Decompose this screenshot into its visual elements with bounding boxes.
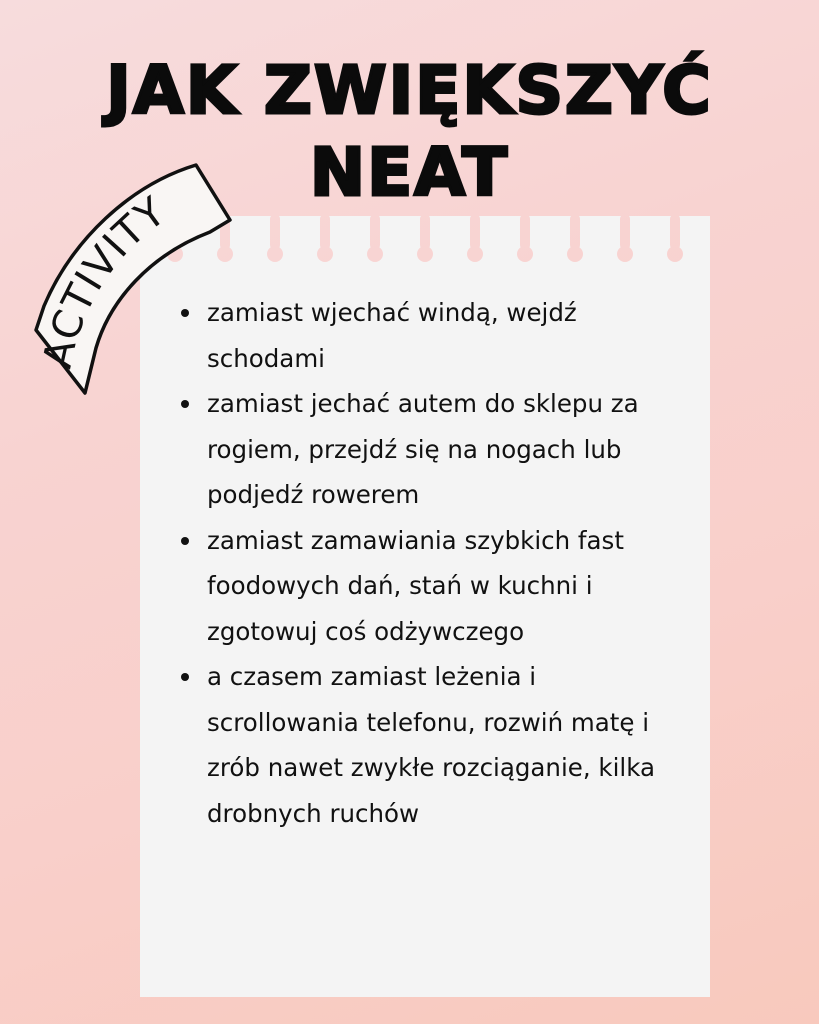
bullet-icon — [181, 400, 189, 408]
page-title-line-1: JAK ZWIĘKSZYĆ — [106, 52, 713, 129]
list-item-text: zamiast zamawiania szybkich fast foodowych dań, stań w kuchni i zgotowuj coś odżywczego — [207, 525, 624, 646]
bullet-icon — [181, 309, 189, 317]
list-item — [175, 290, 695, 381]
list-item-text: zamiast jechać autem do sklepu za rogiem, przejdź się na nogach lub podjedź rowerem — [207, 389, 639, 509]
bullet-icon — [181, 537, 189, 545]
list-item-text: a czasem zamiast leżenia i scrollowania telefonu, rozwiń matę i zrób nawet zwykłe rozciąganie, kilka drobnych ruchów — [207, 662, 655, 828]
bullet-icon — [181, 673, 189, 681]
list-item — [175, 381, 695, 518]
list-item — [175, 654, 695, 836]
badge-label: ACTIVITY — [34, 188, 175, 373]
tips-list — [175, 290, 695, 836]
list-item — [175, 518, 695, 655]
page-title-line-2: NEAT — [309, 134, 510, 211]
list-item-text: zamiast wjechać windą, wejdź schodami — [207, 298, 577, 373]
